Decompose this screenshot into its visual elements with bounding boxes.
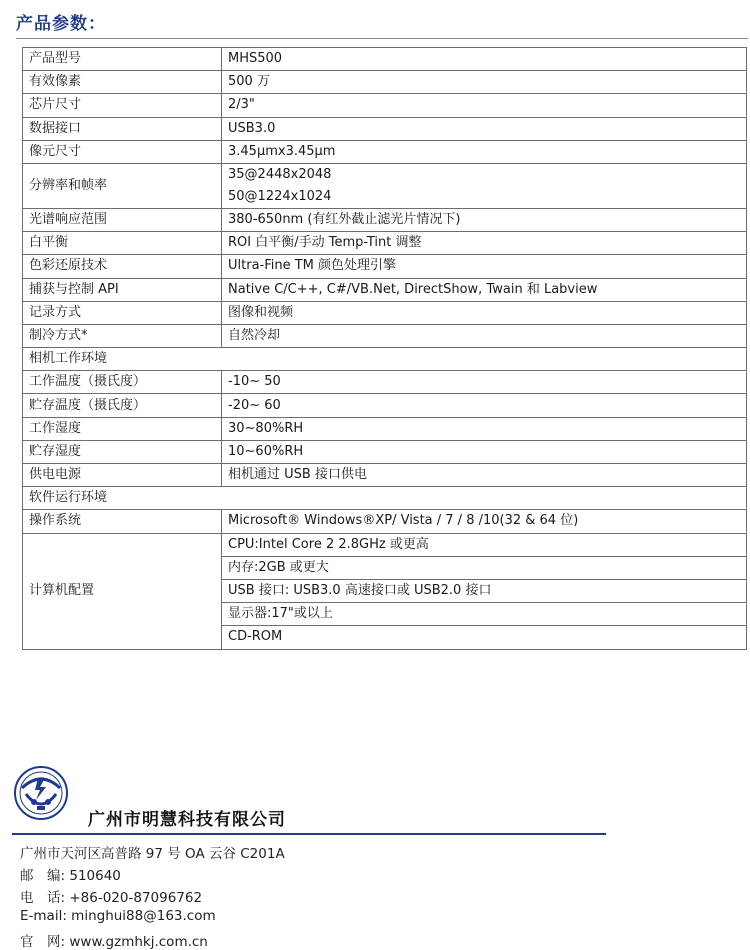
spec-value: -20~ 60 bbox=[222, 394, 747, 417]
spec-key: 色彩还原技术 bbox=[23, 255, 222, 278]
phone-line bbox=[20, 886, 202, 906]
table-row bbox=[23, 464, 747, 487]
email-value[interactable]: minghui88@163.com bbox=[71, 908, 216, 924]
software-group-heading: 软件运行环境 bbox=[23, 487, 747, 510]
spec-value: Native C/C++, C#/VB.Net, DirectShow, Twain 和 Labview bbox=[222, 278, 747, 301]
spec-key: 像元尺寸 bbox=[23, 140, 222, 163]
table-row bbox=[23, 232, 747, 255]
phone-label: 电 话: bbox=[20, 890, 66, 906]
postcode-value: 510640 bbox=[69, 868, 121, 884]
spec-key: 计算机配置 bbox=[23, 533, 222, 649]
spec-table bbox=[22, 47, 747, 650]
table-row bbox=[23, 71, 747, 94]
spec-key: 制冷方式* bbox=[23, 324, 222, 347]
table-row bbox=[23, 371, 747, 394]
spec-value: USB3.0 bbox=[222, 117, 747, 140]
resolution-line: 50@1224x1024 bbox=[228, 188, 332, 204]
table-row bbox=[23, 140, 747, 163]
spec-value: ROI 白平衡/手动 Temp-Tint 调整 bbox=[222, 232, 747, 255]
spec-value: 380-650nm (有红外截止滤光片情况下) bbox=[222, 208, 747, 231]
postcode-line bbox=[20, 864, 121, 884]
email-line bbox=[20, 908, 216, 924]
table-row bbox=[23, 255, 747, 278]
spec-key: 工作湿度 bbox=[23, 417, 222, 440]
table-row bbox=[23, 163, 747, 208]
postcode-label: 邮 编: bbox=[20, 868, 66, 884]
table-row bbox=[23, 48, 747, 71]
table-row bbox=[23, 348, 747, 371]
spec-value: 30~80%RH bbox=[222, 417, 747, 440]
computer-requirement: 内存:2GB 或更大 bbox=[222, 556, 747, 579]
table-row bbox=[23, 301, 747, 324]
spec-key: 产品型号 bbox=[23, 48, 222, 71]
title-divider bbox=[16, 38, 748, 39]
computer-requirement: CD-ROM bbox=[222, 626, 747, 649]
spec-key: 分辨率和帧率 bbox=[23, 163, 222, 208]
spec-key: 操作系统 bbox=[23, 510, 222, 533]
spec-key: 光谱响应范围 bbox=[23, 208, 222, 231]
computer-requirement: CPU:Intel Core 2 2.8GHz 或更高 bbox=[222, 533, 747, 556]
company-logo-icon bbox=[12, 764, 70, 822]
email-label: E-mail: bbox=[20, 908, 67, 924]
website-label: 官 网: bbox=[20, 934, 66, 950]
spec-key: 有效像素 bbox=[23, 71, 222, 94]
address: 广州市天河区高普路 97 号 OA 云谷 C201A bbox=[20, 846, 285, 862]
section-title: 产品参数： bbox=[16, 14, 106, 34]
table-row bbox=[23, 487, 747, 510]
table-row bbox=[23, 440, 747, 463]
phone-value: +86-020-87096762 bbox=[69, 890, 203, 906]
website-link[interactable]: www.gzmhkj.com.cn bbox=[69, 934, 208, 950]
table-row bbox=[23, 394, 747, 417]
table-row bbox=[23, 510, 747, 533]
table-row bbox=[23, 324, 747, 347]
table-row bbox=[23, 533, 747, 556]
spec-key: 贮存湿度 bbox=[23, 440, 222, 463]
table-row bbox=[23, 417, 747, 440]
footer-divider bbox=[12, 833, 606, 835]
spec-value: 2/3" bbox=[222, 94, 747, 117]
spec-value: 500 万 bbox=[222, 71, 747, 94]
spec-key: 供电电源 bbox=[23, 464, 222, 487]
spec-value: 3.45μmx3.45μm bbox=[222, 140, 747, 163]
spec-key: 白平衡 bbox=[23, 232, 222, 255]
spec-value: 图像和视频 bbox=[222, 301, 747, 324]
resolution-line: 35@2448x2048 bbox=[228, 166, 332, 182]
spec-value: 自然冷却 bbox=[222, 324, 747, 347]
computer-requirement: USB 接口: USB3.0 高速接口或 USB2.0 接口 bbox=[222, 579, 747, 602]
website-line bbox=[20, 930, 208, 950]
table-row bbox=[23, 117, 747, 140]
spec-key: 工作温度（摄氏度） bbox=[23, 371, 222, 394]
computer-requirement: 显示器:17"或以上 bbox=[222, 603, 747, 626]
spec-key: 芯片尺寸 bbox=[23, 94, 222, 117]
spec-value: 相机通过 USB 接口供电 bbox=[222, 464, 747, 487]
table-row bbox=[23, 278, 747, 301]
spec-value: MHS500 bbox=[222, 48, 747, 71]
spec-key: 数据接口 bbox=[23, 117, 222, 140]
spec-key: 贮存温度（摄氏度） bbox=[23, 394, 222, 417]
env-group-heading: 相机工作环境 bbox=[23, 348, 747, 371]
spec-key: 捕获与控制 API bbox=[23, 278, 222, 301]
company-name: 广州市明慧科技有限公司 bbox=[88, 810, 286, 830]
spec-value bbox=[222, 163, 747, 208]
spec-value: -10~ 50 bbox=[222, 371, 747, 394]
spec-value: 10~60%RH bbox=[222, 440, 747, 463]
spec-value: Microsoft® Windows®XP/ Vista / 7 / 8 /10(32 & 64 位) bbox=[222, 510, 747, 533]
table-row bbox=[23, 94, 747, 117]
spec-value: Ultra-Fine TM 颜色处理引擎 bbox=[222, 255, 747, 278]
spec-key: 记录方式 bbox=[23, 301, 222, 324]
table-row bbox=[23, 208, 747, 231]
